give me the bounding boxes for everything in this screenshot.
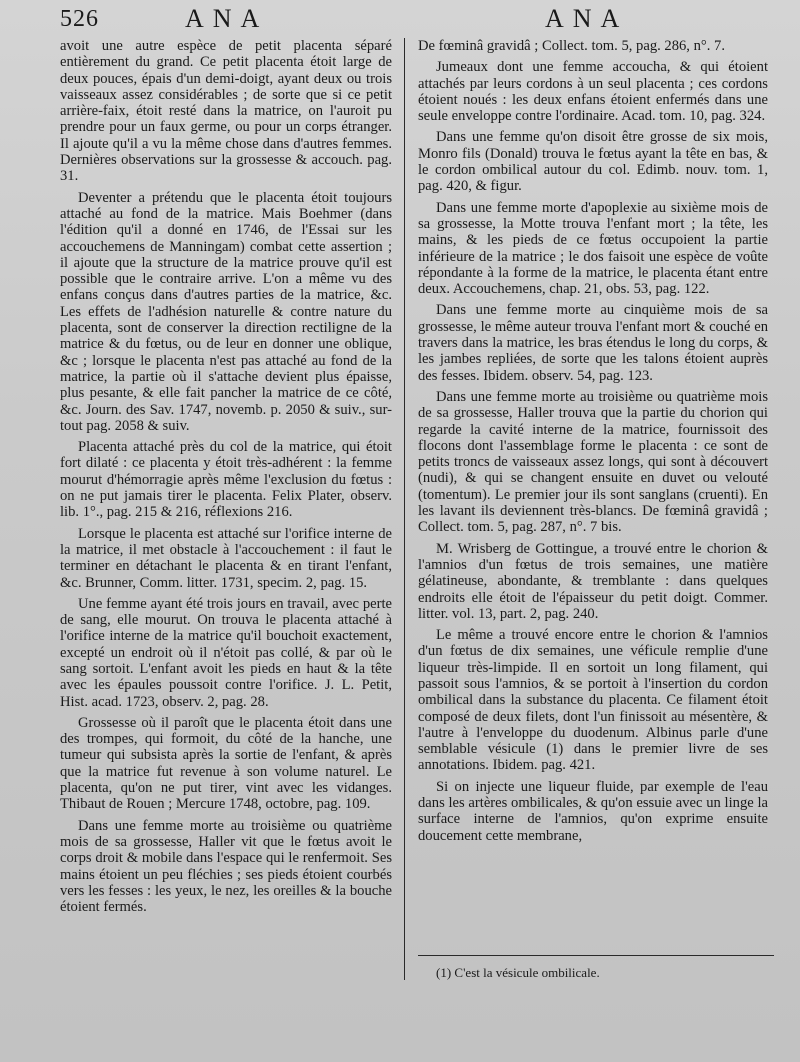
paragraph: M. Wrisberg de Gottingue, a trouvé entre le chorion & l'amnios d'un fœtus de trois semaines, une matière gélatineuse, abondante, & tremblante : dans quelques endroits elle étoit de l'épaisseur du petit doigt. Commer. litter. vol. 13, part. 2, pag. 240. bbox=[418, 540, 768, 622]
page-number: 526 bbox=[60, 6, 99, 32]
paragraph: Lorsque le placenta est attaché sur l'orifice interne de la matrice, il met obstacle à l'accouchement : il faut le terminer en détachant le placenta & en tirant l'enfant, &c. Brunner, Comm. litter. 1731, specim. 2, pag. 15. bbox=[60, 525, 392, 591]
page-header bbox=[0, 4, 800, 38]
footnote-rule bbox=[418, 955, 774, 956]
column-divider bbox=[404, 38, 405, 980]
paragraph: Dans une femme morte au cinquième mois de sa grossesse, le même auteur trouva l'enfant mort & couché en travers dans la matrice, les bras étendus le long du corps, & les jambes repliées, de sorte que les talons étoient auprès des fesses. Ibidem. observ. 54, pag. 123. bbox=[418, 302, 768, 384]
paragraph: Dans une femme morte au troisième ou quatrième mois de sa grossesse, Haller vit que le fœtus avoit le corps droit & mobile dans l'espace qui le renfermoit. Ses mains étoient un peu fléchies ; ses pieds étoient courbés vers les fesses : les yeux, le nez, les oreilles & la bouche étoient fermés. bbox=[60, 817, 392, 916]
paragraph: Le même a trouvé encore entre le chorion & l'amnios d'un fœtus de dix semaines, une véficule remplie d'une liqueur très-limpide. Il en sortoit un long filament, qui passoit sous l'amnios, & se portoit à l'insertion du cordon ombilical dans la substance du placenta. Ce filament étoit composé de deux filets, dont l'un finissoit au mésentère, & l'autre à l'enveloppe du duodenum. Albinus parle d'une semblable vésicule (1) dans le premier livre de ses annotations. Ibidem. pag. 421. bbox=[418, 627, 768, 774]
paragraph: Grossesse où il paroît que le placenta étoit dans une des trompes, qui formoit, du côté de la hanche, une tumeur qui subsista après la sortie de l'enfant, & après que la matrice fut revenue à son volume naturel. Le placenta, qu'on ne put tirer, vint avec les vidanges. Thibaut de Rouen ; Mercure 1748, octobre, pag. 109. bbox=[60, 714, 392, 813]
paragraph: De fœminâ gravidâ ; Collect. tom. 5, pag. 286, n°. 7. bbox=[418, 38, 725, 54]
paragraph: Si on injecte une liqueur fluide, par exemple de l'eau dans les artères ombilicales, & qu'on essuie avec un linge la surface interne de l'amnios, qu'on exprime ensuite doucement cette membrane, bbox=[418, 778, 768, 844]
footnote: (1) C'est la vésicule ombilicale. bbox=[436, 965, 600, 980]
right-column bbox=[418, 38, 768, 849]
paragraph: Jumeaux dont une femme accoucha, & qui étoient attachés par leurs cordons à un seul placenta ; ces cordons étoient noués : les deux enfans étoient enfermés dans une seule enveloppe contre l'ordinaire. Acad. tom. 10, pag. 324. bbox=[418, 59, 768, 125]
paragraph: avoit une autre espèce de petit placenta séparé entièrement du grand. Ce petit placenta étoit large de deux pouces, épais d'un demi-doigt, ayant deux ou trois vaisseaux assez considérables ; de sorte que si ce petit arrière-faix, étoit resté dans la matrice, on l'auroit pu prendre pour un faux germe, ou pour un corps étranger. Il ajoute qu'il a vu la même chose dans d'autres femmes. Dernières observations sur la grossesse & accouch. pag. 31. bbox=[60, 38, 392, 185]
paragraph: Dans une femme morte au troisième ou quatrième mois de sa grossesse, Haller trouva que la partie du chorion qui regarde la cavité interne de la matrice, fournissoit des flocons dont l'assemblage forme le placenta : ce sont de petits troncs de vaisseaux assez longs, qui sont à découvert (nudi), & qui se changent ensuite en duvet ou velouté (tomentum). Le premier jour ils sont sanglans (cruenti). En les lavant ils deviennent très-blancs. De fœminâ gravidâ ; Collect. tom. 5, pag. 287, n°. 7 bis. bbox=[418, 388, 768, 536]
paragraph: Dans une femme qu'on disoit être grosse de six mois, Monro fils (Donald) trouva le fœtus ayant la tête en bas, & le cordon ombilical autour du col. Edimb. nouv. tom. 1, pag. 420, & figur. bbox=[418, 129, 768, 195]
left-column bbox=[60, 38, 392, 920]
paragraph: Dans une femme morte d'apoplexie au sixième mois de sa grossesse, la Motte trouva l'enfant mort ; la tête, les mains, & les pieds de ce fœtus occupoient la partie inférieure de la matrice ; le dos faisoit une espèce de voûte répondante à la forme de la matrice, le placenta étant entre deux. Accouchemens, chap. 21, obs. 53, pag. 122. bbox=[418, 199, 768, 298]
paragraph: Une femme ayant été trois jours en travail, avec perte de sang, elle mourut. On trouva le placenta attaché à l'orifice interne de la matrice qu'il bouchoit exactement, excepté un endroit où il n'étoit pas collé, & par où le sang sortoit. L'enfant avoit les pieds en haut & la tête avec les épaules poussoit contre l'orifice. J. L. Petit, Hist. acad. 1723, observ. 2, pag. 28. bbox=[60, 595, 392, 710]
paragraph: Placenta attaché près du col de la matrice, qui étoit fort dilaté : ce placenta y étoit très-adhérent : la femme mourut d'hémorragie après même l'exclusion du fœtus : on ne put jamais tirer le placenta. Felix Plater, observ. lib. 1°., pag. 215 & 216, réflexions 216. bbox=[60, 439, 392, 521]
running-title-left: ANA bbox=[185, 4, 269, 33]
paragraph: Deventer a prétendu que le placenta étoit toujours attaché au fond de la matrice. Mais Boehmer (dans l'édition qu'il a donné en 1746, de l'Essai sur les accouchemens de Manningam) combat cette assertion ; il ajoute que la structure de la matrice prouve qu'il est possible que le contraire arrive. L'on a même vu des enfans conçus dans d'autres parties de la matrice, &c. Les effets de l'adhésion naturelle & contre nature du placenta, sont de conserver la direction rectiligne de la matrice & du fœtus, ou de leur en donner une oblique, &c ; lorsque le placenta n'est pas attaché au fond de la matrice, la partie où il s'attache devient plus épaisse, plus pesante, & elle fait pancher la matrice de ce côté, &c. Journ. des Sav. 1747, novemb. p. 2050 & suiv., sur-tout pag. 2058 & suiv. bbox=[60, 189, 392, 434]
running-title-right: ANA bbox=[545, 4, 629, 33]
